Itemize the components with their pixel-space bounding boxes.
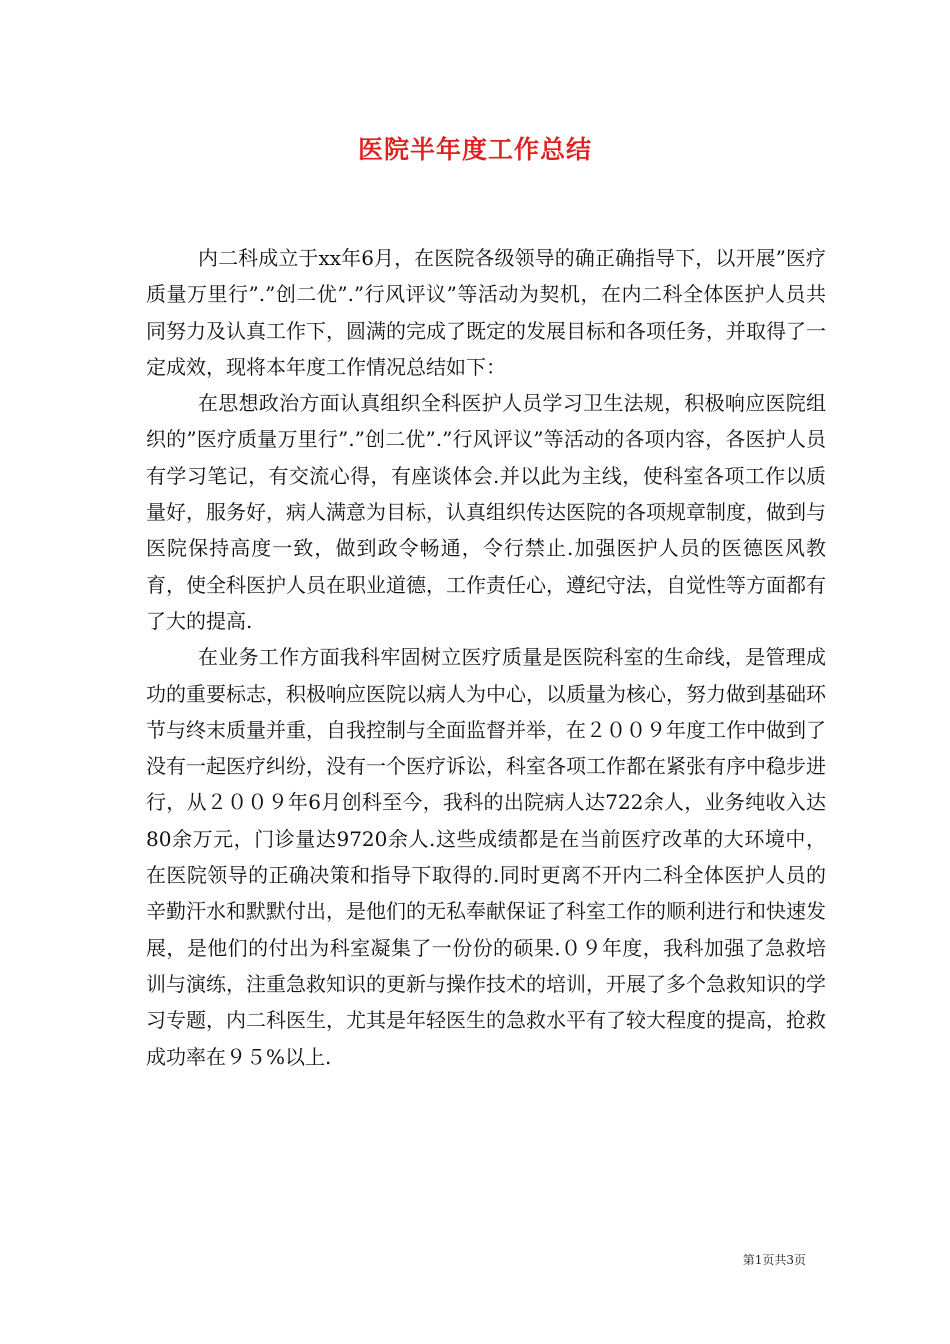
page-number: 第1页共3页 <box>742 1253 806 1267</box>
paragraph-business-work: 在业务工作方面我科牢固树立医疗质量是医院科室的生命线，是管理成功的重要标志，积极响应医院以病人为中心，以质量为核心，努力做到基础环节与终末质量并重，自我控制与全面监督并举，在２００９年度工作中做到了没有一起医疗纠纷，没有一个医疗诉讼，科室各项工作都在紧张有序中稳步进行，从２００９年6月创科至今，我科的出院病人达722余人，业务纯收入达80余万元，门诊量达9720余人.这些成绩都是在当前医疗改革的大环境中，在医院领导的正确决策和指导下取得的.同时更离不开内二科全体医护人员的辛勤汗水和默默付出，是他们的无私奉献保证了科室工作的顺利进行和快速发展，是他们的付出为科室凝集了一份份的硕果.０９年度，我科加强了急救培训与演练，注重急救知识的更新与操作技术的培训，开展了多个急救知识的学习专题，内二科医生，尤其是年轻医生的急救水平有了较大程度的提高，抢救成功率在９５%以上. <box>146 645 826 1069</box>
document-body <box>146 240 826 1075</box>
paragraph-intro: 内二科成立于xx年6月，在医院各级领导的确正确指导下，以开展”医疗质量万里行”.”创二优”.”行风评议”等活动为契机，在内二科全体医护人员共同努力及认真工作下，圆满的完成了既定的发展目标和各项任务，并取得了一定成效，现将本年度工作情况总结如下： <box>146 246 826 379</box>
document-title: 医院半年度工作总结 <box>357 135 592 164</box>
paragraph-political-work: 在思想政治方面认真组织全科医护人员学习卫生法规，积极响应医院组织的”医疗质量万里行”.”创二优”.”行风评议”等活动的各项内容，各医护人员有学习笔记，有交流心得，有座谈体会.并以此为主线，使科室各项工作以质量好，服务好，病人满意为目标，认真组织传达医院的各项规章制度，做到与医院保持高度一致，做到政令畅通，令行禁止.加强医护人员的医德医风教育，使全科医护人员在职业道德，工作责任心，遵纪守法，自觉性等方面都有了大的提高. <box>146 391 826 633</box>
